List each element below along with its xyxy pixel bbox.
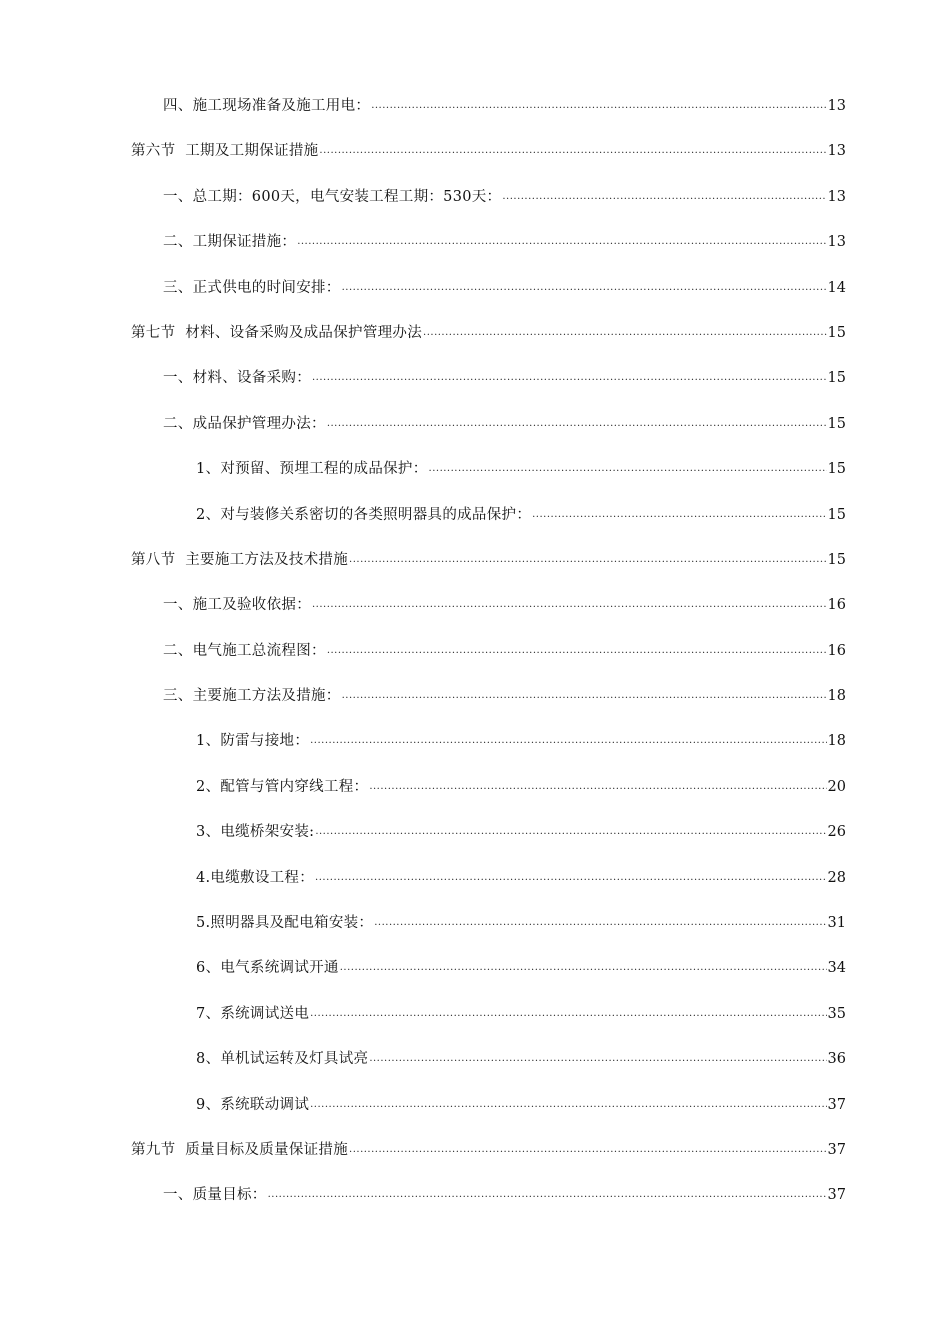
toc-entry-title: 一、施工及验收依据： (163, 597, 311, 614)
toc-dot-leader (268, 1184, 827, 1206)
toc-entry-page-number: 36 (827, 1051, 846, 1068)
toc-entry-title: 一、材料、设备采购： (163, 370, 311, 387)
toc-entry-page-number: 15 (827, 415, 846, 432)
toc-entry-page-number: 13 (827, 234, 846, 251)
toc-entry-page-number: 15 (827, 551, 846, 568)
toc-entry[interactable] (0, 1003, 950, 1048)
toc-entry-title: 2、配管与管内穿线工程： (196, 778, 369, 795)
toc-entry-title: 8、单机试运转及灯具试亮 (196, 1051, 369, 1068)
toc-dot-leader (315, 821, 826, 843)
toc-entry-page-number: 37 (827, 1187, 846, 1204)
toc-entry[interactable] (0, 594, 950, 639)
toc-entry[interactable] (0, 867, 950, 912)
toc-dot-leader (349, 1139, 827, 1161)
toc-entry-page-number: 34 (827, 960, 846, 977)
toc-dot-leader (310, 1003, 826, 1025)
table-of-contents (0, 95, 950, 1230)
toc-entry-page-number: 37 (827, 1141, 846, 1158)
toc-dot-leader (342, 277, 827, 299)
toc-entry-title: 一、总工期：600天，电气安装工程工期：530天： (163, 188, 502, 205)
toc-entry[interactable] (0, 1094, 950, 1139)
toc-dot-leader (423, 322, 827, 344)
toc-entry-page-number: 20 (827, 778, 846, 795)
toc-entry[interactable] (0, 367, 950, 412)
toc-entry-page-number: 35 (827, 1005, 846, 1022)
toc-entry-page-number: 26 (827, 824, 846, 841)
toc-entry-title: 第九节 质量目标及质量保证措施 (131, 1141, 349, 1158)
toc-entry-page-number: 18 (827, 733, 846, 750)
toc-entry[interactable] (0, 685, 950, 730)
toc-entry-title: 第八节 主要施工方法及技术措施 (131, 551, 349, 568)
toc-dot-leader (310, 730, 826, 752)
toc-dot-leader (315, 867, 827, 889)
toc-dot-leader (297, 231, 826, 253)
toc-entry[interactable] (0, 413, 950, 458)
toc-entry-title: 1、防雷与接地： (196, 733, 310, 750)
toc-entry-title: 二、成品保护管理办法： (163, 415, 326, 432)
toc-entry[interactable] (0, 957, 950, 1002)
toc-entry[interactable] (0, 186, 950, 231)
toc-entry-title: 二、电气施工总流程图： (163, 642, 326, 659)
toc-entry-title: 四、施工现场准备及施工用电： (163, 98, 371, 114)
toc-entry[interactable] (0, 322, 950, 367)
toc-entry-title: 4.电缆敷设工程： (196, 869, 315, 886)
toc-dot-leader (319, 140, 826, 162)
toc-entry-page-number: 37 (827, 1096, 846, 1113)
toc-entry-title: 二、工期保证措施： (163, 234, 297, 251)
toc-entry-title: 第六节 工期及工期保证措施 (131, 143, 319, 160)
toc-entry-page-number: 31 (827, 915, 846, 932)
toc-entry-title: 一、质量目标： (163, 1187, 267, 1204)
toc-entry[interactable] (0, 1139, 950, 1184)
toc-dot-leader (342, 685, 827, 707)
toc-entry[interactable] (0, 549, 950, 594)
toc-entry-page-number: 28 (827, 869, 846, 886)
toc-entry-page-number: 14 (827, 279, 846, 296)
toc-entry[interactable] (0, 1184, 950, 1229)
toc-entry[interactable] (0, 231, 950, 276)
toc-entry-page-number: 18 (827, 688, 846, 705)
toc-entry-page-number: 16 (827, 597, 846, 614)
toc-entry-title: 6、电气系统调试开通 (196, 960, 339, 977)
toc-entry-page-number: 13 (827, 188, 846, 205)
toc-dot-leader (502, 186, 826, 208)
toc-entry-title: 三、主要施工方法及措施： (163, 688, 341, 705)
toc-entry-title: 第七节 材料、设备采购及成品保护管理办法 (131, 324, 423, 341)
toc-entry[interactable] (0, 776, 950, 821)
toc-dot-leader (532, 504, 826, 526)
toc-entry-page-number: 15 (827, 370, 846, 387)
toc-dot-leader (312, 367, 827, 389)
toc-entry[interactable] (0, 730, 950, 775)
toc-dot-leader (371, 95, 826, 117)
toc-dot-leader (374, 912, 826, 934)
toc-entry-page-number: 15 (827, 324, 846, 341)
toc-entry[interactable] (0, 95, 950, 140)
toc-entry-title: 7、系统调试送电 (196, 1005, 310, 1022)
toc-dot-leader (429, 458, 827, 480)
toc-entry-title: 9、系统联动调试 (196, 1096, 310, 1113)
toc-dot-leader (312, 594, 827, 616)
toc-entry[interactable] (0, 912, 950, 957)
toc-dot-leader (310, 1094, 826, 1116)
toc-entry-page-number: 13 (827, 98, 846, 114)
toc-dot-leader (327, 640, 827, 662)
toc-entry-title: 1、对预留、预埋工程的成品保护： (196, 461, 428, 478)
toc-entry-page-number: 15 (827, 461, 846, 478)
toc-entry-title: 2、对与装修关系密切的各类照明器具的成品保护： (196, 506, 532, 523)
toc-dot-leader (369, 1048, 826, 1070)
toc-entry-title: 5.照明器具及配电箱安装： (196, 915, 374, 932)
toc-entry[interactable] (0, 821, 950, 866)
toc-entry-title: 3、电缆桥架安装: (196, 824, 315, 841)
toc-dot-leader (369, 776, 826, 798)
toc-entry[interactable] (0, 140, 950, 185)
toc-entry[interactable] (0, 277, 950, 322)
toc-entry[interactable] (0, 504, 950, 549)
toc-entry[interactable] (0, 640, 950, 685)
toc-entry[interactable] (0, 1048, 950, 1093)
toc-dot-leader (327, 413, 827, 435)
toc-entry-page-number: 15 (827, 506, 846, 523)
toc-entry-page-number: 13 (827, 143, 846, 160)
toc-entry[interactable] (0, 458, 950, 503)
toc-dot-leader (349, 549, 827, 571)
toc-dot-leader (340, 957, 827, 979)
toc-entry-page-number: 16 (827, 642, 846, 659)
toc-entry-title: 三、正式供电的时间安排： (163, 279, 341, 296)
